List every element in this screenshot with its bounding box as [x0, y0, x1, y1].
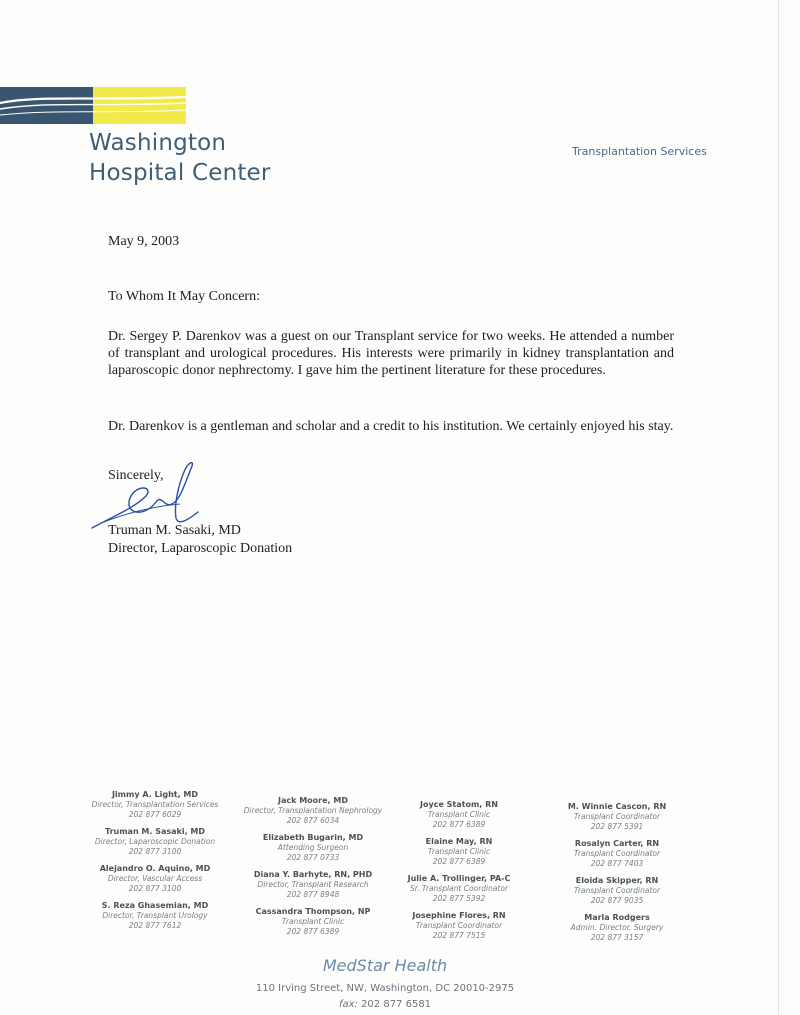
body-paragraph-2: Dr. Darenkov is a gentleman and scholar and a credit to his institution. We certainly enjoyed his stay.: [108, 419, 674, 434]
staff-phone: 202 877 6389: [286, 927, 340, 936]
staff-entry: [238, 870, 388, 900]
staff-title: Transplant Coordinator: [573, 886, 661, 895]
staff-phone: 202 877 6389: [432, 820, 486, 829]
staff-name: M. Winnie Cascon, RN: [567, 802, 667, 811]
staff-title: Director, Transplantation Nephrology: [243, 806, 383, 815]
staff-phone: 202 877 6029: [128, 810, 182, 819]
letter-date: May 9, 2003: [108, 234, 180, 249]
staff-phone: 202 877 6389: [432, 857, 486, 866]
staff-phone: 202 877 7403: [590, 859, 644, 868]
staff-title: Admin. Director, Surgery: [570, 923, 664, 932]
staff-entry: [542, 839, 692, 869]
footer-fax: [0, 999, 770, 1010]
staff-name: Julie A. Trollinger, PA-C: [407, 874, 511, 883]
staff-phone: 202 877 3100: [128, 847, 182, 856]
staff-title: Attending Surgeon: [277, 843, 349, 852]
staff-entry: [384, 874, 534, 904]
staff-title: Transplant Clinic: [427, 810, 491, 819]
staff-phone: 202 877 3100: [128, 884, 182, 893]
staff-title: Director, Transplantation Services: [91, 800, 219, 809]
staff-name: Rosalyn Carter, RN: [574, 839, 660, 848]
staff-column-3: [384, 800, 534, 948]
medstar-health-logo: MedStar Health: [322, 956, 448, 975]
staff-phone: 202 877 6034: [286, 816, 340, 825]
staff-entry: [542, 913, 692, 943]
staff-name: Eloida Skipper, RN: [575, 876, 659, 885]
fax-label: fax:: [338, 999, 358, 1010]
hospital-logo-band-icon: [0, 87, 186, 124]
staff-name: Marla Rodgers: [584, 913, 650, 922]
staff-phone: 202 877 9035: [590, 896, 644, 905]
staff-entry: [80, 864, 230, 894]
staff-title: Transplant Coordinator: [573, 812, 661, 821]
staff-phone: 202 877 3157: [590, 933, 644, 942]
staff-name: Alejandro O. Aquino, MD: [99, 864, 211, 873]
staff-name: Joyce Statom, RN: [420, 800, 498, 809]
staff-phone: 202 877 0733: [286, 853, 340, 862]
body-paragraph-1: Dr. Sergey P. Darenkov was a guest on our Transplant service for two weeks. He attended a number of transplant and urological procedures. His interests were primarily in kidney transplantation and laparoscopic donor nephrectomy. I gave him the pertinent literature for these procedures.: [108, 329, 674, 378]
staff-entry: [80, 790, 230, 820]
staff-phone: 202 877 5391: [590, 822, 644, 831]
staff-phone: 202 877 7612: [128, 921, 182, 930]
staff-entry: [80, 901, 230, 931]
staff-entry: [542, 802, 692, 832]
signer-title: Director, Laparoscopic Donation: [108, 541, 293, 556]
staff-entry: [238, 796, 388, 826]
staff-entry: [384, 837, 534, 867]
staff-name: Jimmy A. Light, MD: [111, 790, 199, 799]
staff-directory: [80, 790, 720, 950]
scan-edge: [778, 0, 779, 1015]
staff-name: Elizabeth Bugarin, MD: [262, 833, 364, 842]
staff-name: Cassandra Thompson, NP: [255, 907, 371, 916]
staff-phone: 202 877 5392: [432, 894, 486, 903]
staff-name: Diana Y. Barhyte, RN, PHD: [253, 870, 373, 879]
staff-column-2: [238, 796, 388, 944]
closing: Sincerely,: [108, 468, 164, 483]
staff-phone: 202 877 7515: [432, 931, 486, 940]
staff-title: Transplant Clinic: [281, 917, 345, 926]
staff-title: Transplant Coordinator: [573, 849, 661, 858]
staff-column-4: [542, 802, 692, 950]
staff-entry: [384, 800, 534, 830]
salutation: To Whom It May Concern:: [108, 289, 260, 304]
staff-name: Elaine May, RN: [425, 837, 493, 846]
hospital-name-line2: Hospital Center: [89, 160, 271, 186]
staff-name: Truman M. Sasaki, MD: [104, 827, 206, 836]
staff-entry: [80, 827, 230, 857]
staff-name: Jack Moore, MD: [278, 796, 348, 805]
staff-entry: [238, 907, 388, 937]
staff-title: Director, Transplant Urology: [102, 911, 208, 920]
staff-entry: [542, 876, 692, 906]
staff-name: S. Reza Ghasemian, MD: [101, 901, 209, 910]
hospital-name: [89, 128, 271, 188]
footer-address: 110 Irving Street, NW, Washington, DC 20010-2975: [255, 983, 515, 994]
staff-entry: [238, 833, 388, 863]
fax-number: 202 877 6581: [361, 999, 432, 1010]
staff-title: Director, Laparoscopic Donation: [94, 837, 216, 846]
staff-title: Transplant Clinic: [427, 847, 491, 856]
staff-column-1: [80, 790, 230, 938]
department-name: Transplantation Services: [572, 145, 707, 158]
hospital-name-line1: Washington: [89, 130, 227, 156]
staff-title: Sr. Transplant Coordinator: [409, 884, 509, 893]
staff-title: Director, Transplant Research: [257, 880, 369, 889]
signer-name: Truman M. Sasaki, MD: [108, 523, 241, 538]
staff-phone: 202 877 8948: [286, 890, 340, 899]
staff-name: Josephine Flores, RN: [412, 911, 506, 920]
staff-title: Director, Vascular Access: [107, 874, 203, 883]
staff-title: Transplant Coordinator: [415, 921, 503, 930]
staff-entry: [384, 911, 534, 941]
